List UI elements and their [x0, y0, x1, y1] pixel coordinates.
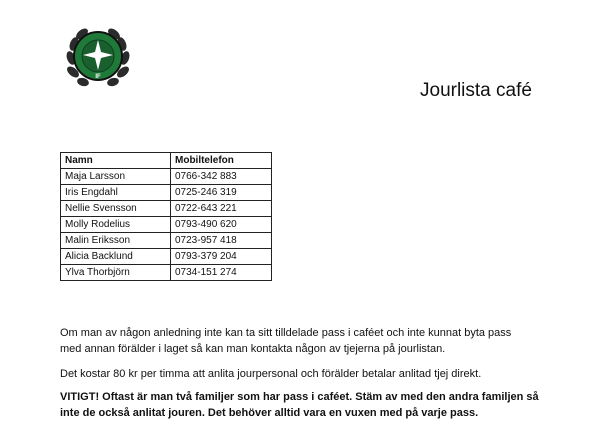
logo-if-text: IF	[95, 74, 101, 80]
table-row	[61, 201, 272, 217]
table-header-row	[61, 153, 272, 169]
phone-cell: 0734-151 274	[171, 265, 272, 281]
name-cell: Molly Rodelius	[61, 217, 171, 233]
name-cell: Ylva Thorbjörn	[61, 265, 171, 281]
club-logo	[61, 22, 135, 90]
club-crest-icon	[61, 22, 135, 90]
substitute-info-paragraph	[60, 325, 560, 357]
table-row	[61, 185, 272, 201]
name-cell: Malin Eriksson	[61, 233, 171, 249]
paragraph-line: med annan förälder i laget så kan man kontakta någon av tjejerna på jourlistan.	[60, 343, 446, 355]
phone-cell: 0793-490 620	[171, 217, 272, 233]
paragraph-line: VITIGT! Oftast är man två familjer som har pass i caféet. Stäm av med den andra familjen så	[60, 391, 539, 403]
name-cell: Nellie Svensson	[61, 201, 171, 217]
table-row	[61, 233, 272, 249]
page-title: Jourlista café	[420, 80, 532, 101]
phone-cell: 0722-643 221	[171, 201, 272, 217]
contact-table	[60, 152, 272, 281]
name-cell: Maja Larsson	[61, 169, 171, 185]
name-cell: Alicia Backlund	[61, 249, 171, 265]
phone-cell: 0723-957 418	[171, 233, 272, 249]
phone-cell: 0766-342 883	[171, 169, 272, 185]
paragraph-line: inte de också anlitat jouren. Det behöver alltid vara en vuxen med på varje pass.	[60, 407, 479, 419]
table-row	[61, 265, 272, 281]
column-header-phone: Mobiltelefon	[171, 153, 272, 169]
name-cell: Iris Engdahl	[61, 185, 171, 201]
table-row	[61, 169, 272, 185]
column-header-name: Namn	[61, 153, 171, 169]
phone-cell: 0725-246 319	[171, 185, 272, 201]
important-notice-paragraph	[60, 389, 560, 421]
cost-paragraph: Det kostar 80 kr per timma att anlita jourpersonal och förälder betalar anlitad tjej direkt.	[60, 368, 482, 380]
table-row	[61, 249, 272, 265]
phone-cell: 0793-379 204	[171, 249, 272, 265]
table-row	[61, 217, 272, 233]
paragraph-line: Om man av någon anledning inte kan ta sitt tilldelade pass i caféet och inte kunnat byta pass	[60, 327, 512, 339]
